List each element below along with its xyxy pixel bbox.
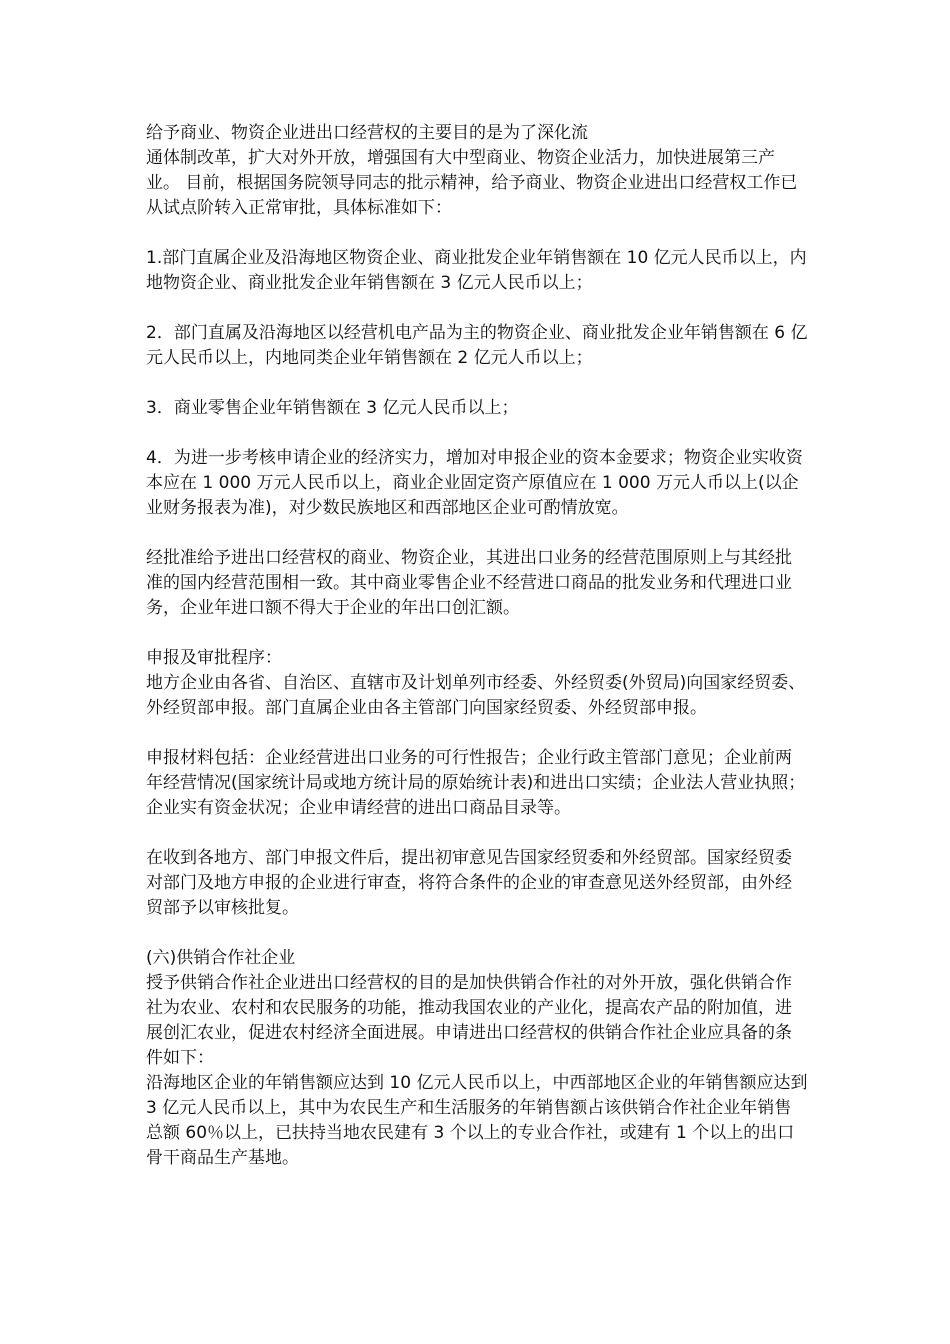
paragraph-coop-conditions: 沿海地区企业的年销售额应达到 10 亿元人民币以上，中西部地区企业的年销售额应达到 3 亿元人民币以上，其中为农民生产和生活服务的年销售额占该供销合作社企业年销售总额 60％以上，已扶持当地农民建有 3 个以上的专业合作社，或建有 1 个以上的出口骨干商品生产基地。 — [146, 1073, 808, 1168]
paragraph-scope: 经批准给予进出口经营权的商业、物资企业，其进出口业务的经营范围原则上与其经批准的国内经营范围相一致。其中商业零售企业不经营进口商品的批发业务和代理进口业务，企业年进口额不得大于企业的年出口创汇额。 — [146, 548, 792, 618]
paragraph-criterion-3: 3．商业零售企业年销售额在 3 亿元人民币以上； — [146, 398, 519, 418]
paragraph-intro-line1: 给予商业、物资企业进出口经营权的主要目的是为了深化流 — [146, 123, 588, 143]
paragraph-criterion-2: 2．部门直属及沿海地区以经营机电产品为主的物资企业、商业批发企业年销售额在 6 亿元人民币以上，内地同类企业年销售额在 2 亿元人币以上； — [146, 323, 808, 368]
paragraph-criterion-4: 4．为进一步考核申请企业的经济实力，增加对申报企业的资本金要求；物资企业实收资本应在 1 000 万元人民币以上，商业企业固定资产原值应在 1 000 万元人币以上(以企业财务报表为准)，对少数民族地区和西部地区企业可酌情放宽。 — [146, 448, 803, 518]
document-body — [146, 121, 808, 1171]
spacer — [146, 621, 808, 646]
spacer — [146, 371, 808, 396]
spacer — [146, 821, 808, 846]
section-heading-procedure: 申报及审批程序： — [146, 648, 282, 668]
paragraph-criterion-1: 1.部门直属企业及沿海地区物资企业、商业批发企业年销售额在 10 亿元人民币以上，内地物资企业、商业批发企业年销售额在 3 亿元人民币以上； — [146, 248, 807, 293]
spacer — [146, 221, 808, 246]
section-heading-coop: (六)供销合作社企业 — [146, 948, 296, 968]
paragraph-materials: 申报材料包括：企业经营进出口业务的可行性报告；企业行政主管部门意见；企业前两年经营情况(国家统计局或地方统计局的原始统计表)和进出口实绩；企业法人营业执照；企业实有资金状况；企业申请经营的进出口商品目录等。 — [146, 748, 806, 818]
spacer — [146, 421, 808, 446]
paragraph-review: 在收到各地方、部门申报文件后，提出初审意见告国家经贸委和外经贸部。国家经贸委对部门及地方申报的企业进行审查，将符合条件的企业的审查意见送外经贸部，由外经贸部予以审核批复。 — [146, 848, 792, 918]
spacer — [146, 921, 808, 946]
paragraph-coop-purpose: 授予供销合作社企业进出口经营权的目的是加快供销合作社的对外开放，强化供销合作社为农业、农村和农民服务的功能，推动我国农业的产业化，提高农产品的附加值，进展创汇农业，促进农村经济全面进展。申请进出口经营权的供销合作社企业应具备的条件如下： — [146, 973, 792, 1068]
spacer — [146, 721, 808, 746]
spacer — [146, 521, 808, 546]
paragraph-intro-line2: 通体制改革，扩大对外开放，增强国有大中型商业、物资企业活力，加快进展第三产业。 目前，根据国务院领导同志的批示精神，给予商业、物资企业进出口经营权工作已从试点阶转入正常审批，具体标准如下： — [146, 148, 798, 218]
paragraph-procedure: 地方企业由各省、自治区、直辖市及计划单列市经委、外经贸委(外贸局)向国家经贸委、外经贸部申报。部门直属企业由各主管部门向国家经贸委、外经贸部申报。 — [146, 673, 806, 718]
spacer — [146, 296, 808, 321]
